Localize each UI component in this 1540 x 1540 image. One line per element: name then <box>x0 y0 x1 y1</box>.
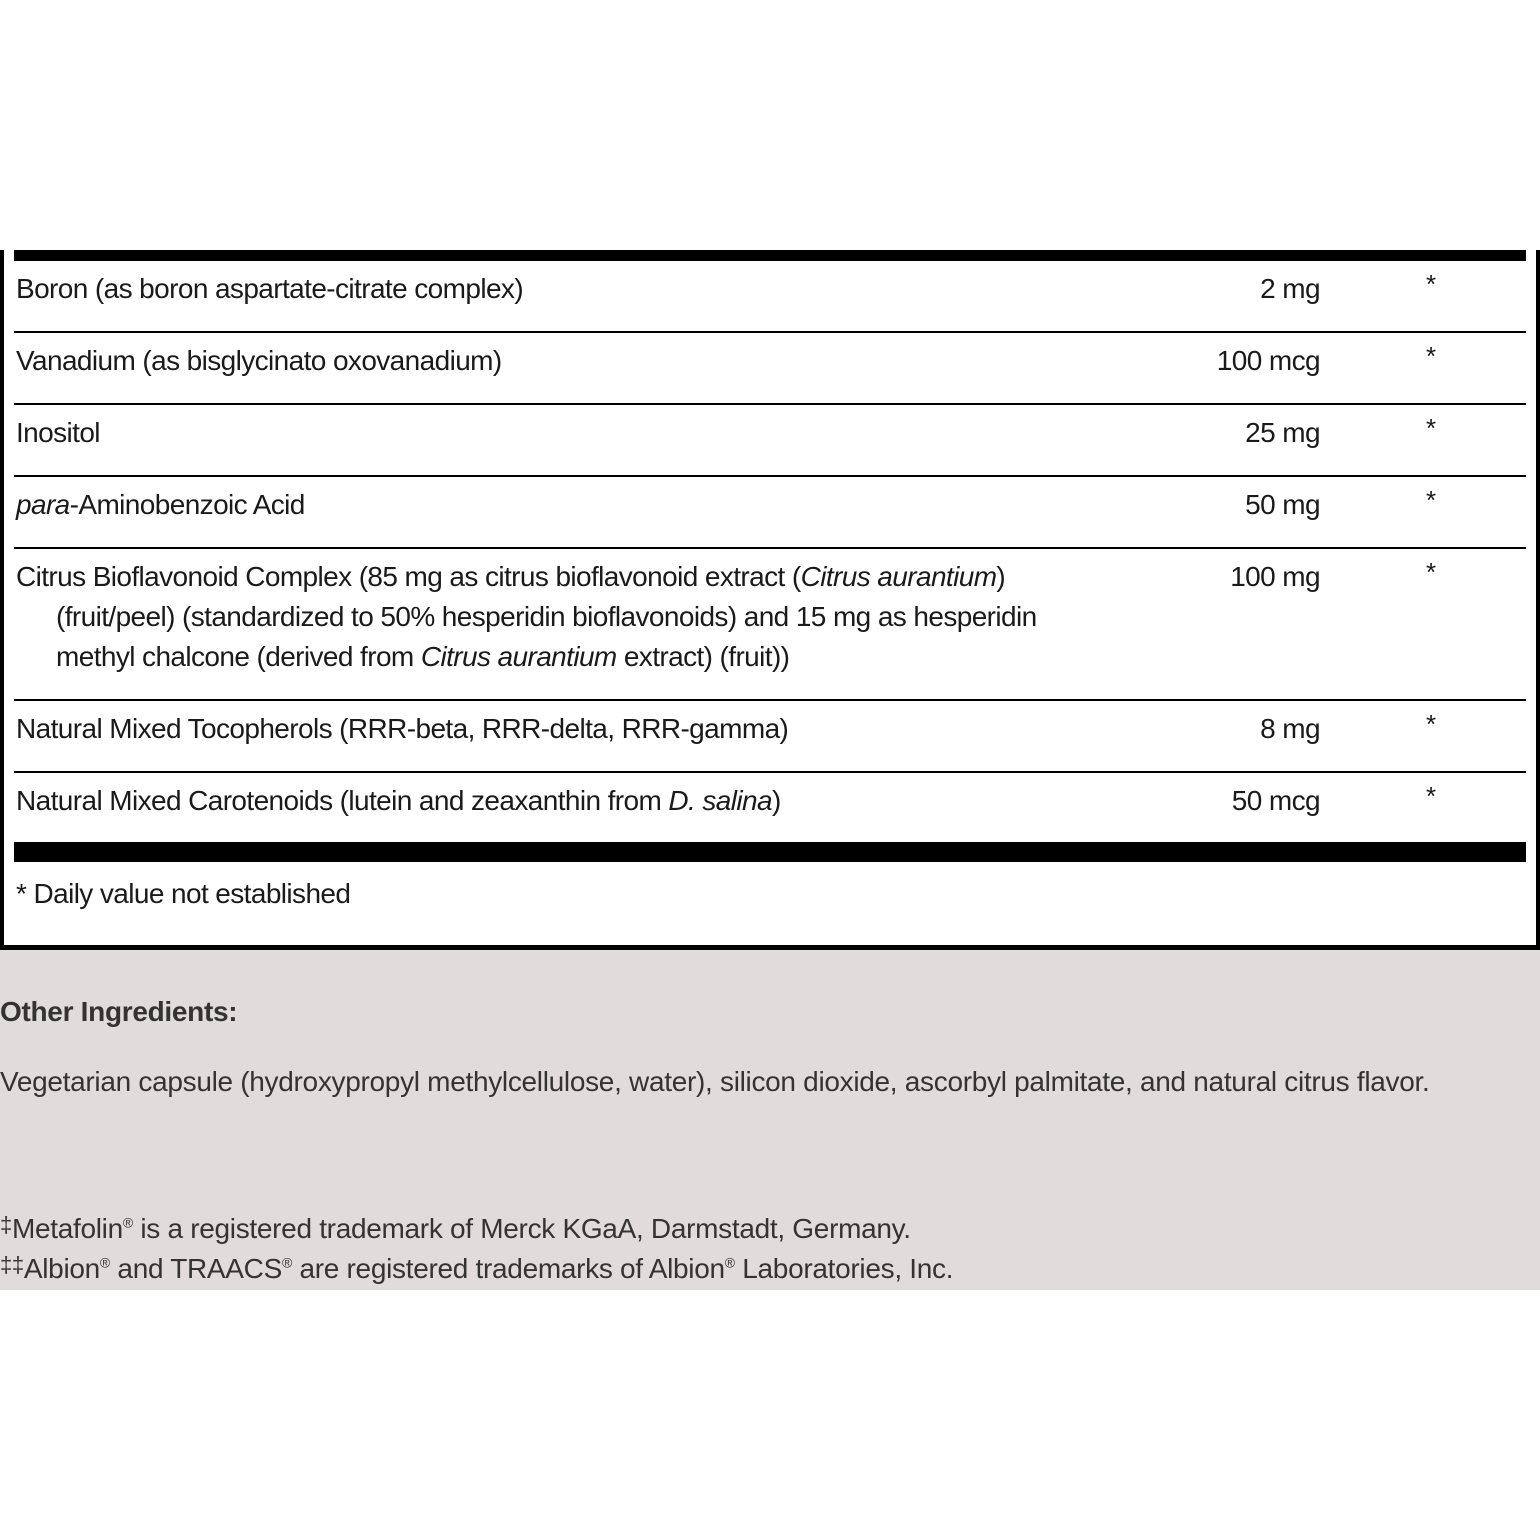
ingredient-amount: 50 mg <box>1245 489 1320 520</box>
trademark-line <box>0 1212 911 1245</box>
table-row <box>14 333 1526 405</box>
registered-mark: ® <box>724 1254 735 1271</box>
dagger-symbol: ‡ <box>0 1212 12 1237</box>
ingredient-name-part: ) <box>771 785 781 816</box>
ingredient-name-line: (fruit/peel) (standardized to 50% hesperidin bioflavonoids) and 15 mg as hesperidin <box>56 601 1037 632</box>
ingredient-name <box>16 781 1096 821</box>
registered-mark: ® <box>99 1254 110 1271</box>
ingredient-name-part: extract) (fruit)) <box>616 641 790 672</box>
table-row <box>14 549 1526 701</box>
daily-value-marker: * <box>1426 413 1436 443</box>
ingredient-name-italic: Citrus aurantium <box>800 561 997 592</box>
trademark-text: is a registered trademark of Merck KGaA, Darmstadt, Germany. <box>132 1213 911 1244</box>
other-ingredients-section <box>0 950 1540 1290</box>
daily-value-marker: * <box>1426 709 1436 739</box>
ingredient-amount: 2 mg <box>1260 273 1320 304</box>
dagger-symbol: ‡‡ <box>0 1252 24 1277</box>
ingredient-name-part: Natural Mixed Carotenoids (lutein and zeaxanthin from <box>16 785 669 816</box>
trademark-text: are registered trademarks of Albion <box>292 1253 725 1284</box>
ingredient-name: Natural Mixed Tocopherols (RRR-beta, RRR-delta, RRR-gamma) <box>16 713 789 744</box>
ingredient-name: Inositol <box>16 417 100 448</box>
ingredient-name-rest: -Aminobenzoic Acid <box>69 489 305 520</box>
trademark-text: and TRAACS <box>109 1253 282 1284</box>
ingredient-name-part: Citrus Bioflavonoid Complex (85 mg as citrus bioflavonoid extract ( <box>16 561 801 592</box>
supplement-facts-panel <box>0 250 1540 950</box>
registered-mark: ® <box>281 1254 292 1271</box>
table-bottom-rule <box>14 842 1526 862</box>
registered-mark: ® <box>122 1214 133 1231</box>
daily-value-marker: * <box>1426 341 1436 371</box>
ingredient-table <box>14 261 1526 843</box>
other-ingredients-text: Vegetarian capsule (hydroxypropyl methylcellulose, water), silicon dioxide, ascorbyl palmitate, and natural citrus flavor. <box>0 1066 1430 1097</box>
ingredient-amount: 100 mg <box>1230 561 1320 592</box>
daily-value-marker: * <box>1426 557 1436 587</box>
table-row <box>14 261 1526 333</box>
daily-value-marker: * <box>1426 485 1436 515</box>
ingredient-name-part: ) <box>996 561 1006 592</box>
ingredient-name-italic: D. salina <box>668 785 772 816</box>
daily-value-footnote: * Daily value not established <box>16 878 351 909</box>
trademark-line <box>0 1252 953 1285</box>
daily-value-marker: * <box>1426 781 1436 811</box>
table-row <box>14 477 1526 549</box>
brand-name: Metafolin <box>11 1213 123 1244</box>
ingredient-name-italic: para <box>16 489 70 520</box>
table-top-rule <box>14 250 1526 261</box>
ingredient-name <box>16 485 1096 525</box>
ingredient-amount: 100 mcg <box>1216 345 1320 376</box>
table-row <box>14 773 1526 843</box>
daily-value-marker: * <box>1426 269 1436 299</box>
table-row <box>14 405 1526 477</box>
ingredient-name-italic: Citrus aurantium <box>420 641 617 672</box>
ingredient-amount: 8 mg <box>1260 713 1320 744</box>
brand-name: Albion <box>23 1253 100 1284</box>
trademark-text: Laboratories, Inc. <box>734 1253 954 1284</box>
ingredient-name: Boron (as boron aspartate-citrate complex) <box>16 273 524 304</box>
ingredient-name: Vanadium (as bisglycinato oxovanadium) <box>16 345 502 376</box>
ingredient-name-line <box>16 637 1096 677</box>
other-ingredients-heading: Other Ingredients: <box>0 996 238 1027</box>
ingredient-name-part: methyl chalcone (derived from <box>56 641 421 672</box>
ingredient-amount: 25 mg <box>1245 417 1320 448</box>
table-row <box>14 701 1526 773</box>
ingredient-name <box>16 557 1096 677</box>
ingredient-amount: 50 mcg <box>1231 785 1320 816</box>
